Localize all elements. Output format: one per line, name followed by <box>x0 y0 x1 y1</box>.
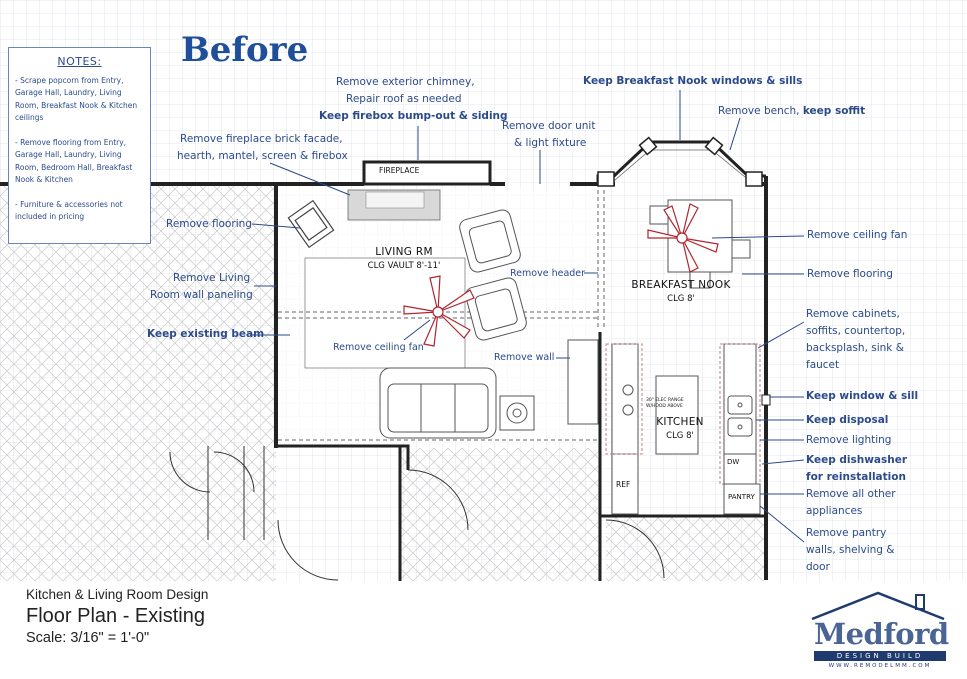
firebox <box>366 192 424 208</box>
room-name: KITCHEN <box>656 416 704 428</box>
annotation-ceiling-fan-nook: Remove ceiling fan <box>807 229 908 241</box>
annotation-line: Remove door unit <box>502 120 596 132</box>
annotation-wall: Remove wall <box>494 352 555 363</box>
page-title: Before <box>181 30 309 70</box>
drawing-title: Floor Plan - Existing <box>26 605 205 627</box>
note-item: - Remove flooring from Entry, Garage Hall, Laundry, Living Room, Bedroom Hall, Breakfast Nook & Kitchen <box>15 137 133 184</box>
annotation-beam: Keep existing beam <box>147 328 265 340</box>
annotation-fireplace <box>177 131 348 165</box>
annotation-nook-windows: Keep Breakfast Nook windows & sills <box>583 75 803 87</box>
room-ceiling: CLG 8' <box>666 431 694 441</box>
room-name: BREAKFAST NOOK <box>631 279 731 291</box>
annotation-line: backsplash, sink & <box>806 342 904 354</box>
annotation-appliances <box>806 486 896 520</box>
annotation-chimney <box>319 74 508 125</box>
annotation-line: Remove exterior chimney, <box>336 76 475 88</box>
annotation-header: Remove header <box>510 268 586 279</box>
annotation-door <box>502 118 595 152</box>
logo-url: WWW.REMODELMM.COM <box>828 663 932 669</box>
title-block <box>0 581 967 679</box>
project-title: Kitchen & Living Room Design <box>26 587 209 602</box>
refrigerator-label: REF <box>616 480 631 489</box>
annotation-line: faucet <box>806 359 840 371</box>
pantry-label: PANTRY <box>728 493 755 501</box>
side-table <box>500 396 534 430</box>
annotation-line: for reinstallation <box>806 471 906 483</box>
annotation-line: Keep firebox bump-out & siding <box>319 110 508 122</box>
annotation-line: Remove Living <box>173 272 251 284</box>
annotation-line: Room wall paneling <box>150 289 253 301</box>
annotation-part: keep soffit <box>802 105 866 117</box>
annotation-line: Remove cabinets, <box>806 308 900 320</box>
annotation-line: Keep dishwasher <box>806 454 908 466</box>
annotation-line: door <box>806 561 830 573</box>
annotation-line: & light fixture <box>514 137 587 149</box>
console <box>568 340 598 424</box>
annotation-lighting: Remove lighting <box>806 434 892 446</box>
hatched-area-bottom <box>400 448 600 581</box>
note-item: - Scrape popcorn from Entry, Garage Hall, Laundry, Living Room, Breakfast Nook & Kitchen ceilings <box>15 75 138 122</box>
annotation-line: Remove pantry <box>806 527 887 539</box>
room-ceiling: CLG VAULT 8'-11' <box>367 261 441 271</box>
annotation-line: soffits, countertop, <box>806 325 906 337</box>
annotation-pantry <box>806 525 894 576</box>
fireplace-label: FIREPLACE <box>379 166 420 175</box>
logo-band: DESIGN BUILD <box>814 651 946 661</box>
annotation-line: Remove all other <box>806 488 896 500</box>
company-logo <box>808 589 950 674</box>
annotation-line: appliances <box>806 505 863 517</box>
room-label-kitchen <box>650 416 710 441</box>
annotation-line: Repair roof as needed <box>346 93 462 105</box>
annotation-cabinets <box>806 306 905 374</box>
annotation-part: Remove bench, <box>718 105 803 117</box>
logo-name: Medford <box>814 617 949 651</box>
notes-box <box>8 47 151 244</box>
hatched-area-pantry <box>606 516 766 581</box>
room-ceiling: CLG 8' <box>667 294 695 304</box>
annotation-flooring-right: Remove flooring <box>807 268 893 280</box>
range-label: 30" ELEC RANGE W/HOOD ABOVE <box>646 398 684 409</box>
annotation-line: walls, shelving & <box>806 544 895 556</box>
annotation-ceiling-fan-living: Remove ceiling fan <box>333 342 424 353</box>
notes-heading: NOTES: <box>57 55 102 68</box>
annotation-window-sill: Keep window & sill <box>806 390 919 402</box>
annotation-line: Remove fireplace brick facade, <box>180 133 343 145</box>
room-label-living <box>356 246 452 271</box>
dishwasher-label: DW <box>727 458 740 466</box>
annotation-flooring-left: Remove flooring <box>166 218 252 230</box>
annotation-disposal: Keep disposal <box>806 414 889 426</box>
room-label-nook <box>622 279 740 304</box>
annotation-bench <box>718 103 865 120</box>
sofa <box>380 368 496 438</box>
kitchen-window <box>762 395 770 405</box>
room-name: LIVING RM <box>375 246 433 258</box>
note-item: - Furniture & accessories not included in pricing <box>15 199 123 221</box>
drawing-scale: Scale: 3/16" = 1'-0" <box>26 630 150 646</box>
annotation-paneling <box>150 270 253 304</box>
annotation-line: hearth, mantel, screen & firebox <box>177 150 348 162</box>
hatched-area-left <box>0 186 276 581</box>
annotation-dishwasher <box>806 452 907 486</box>
